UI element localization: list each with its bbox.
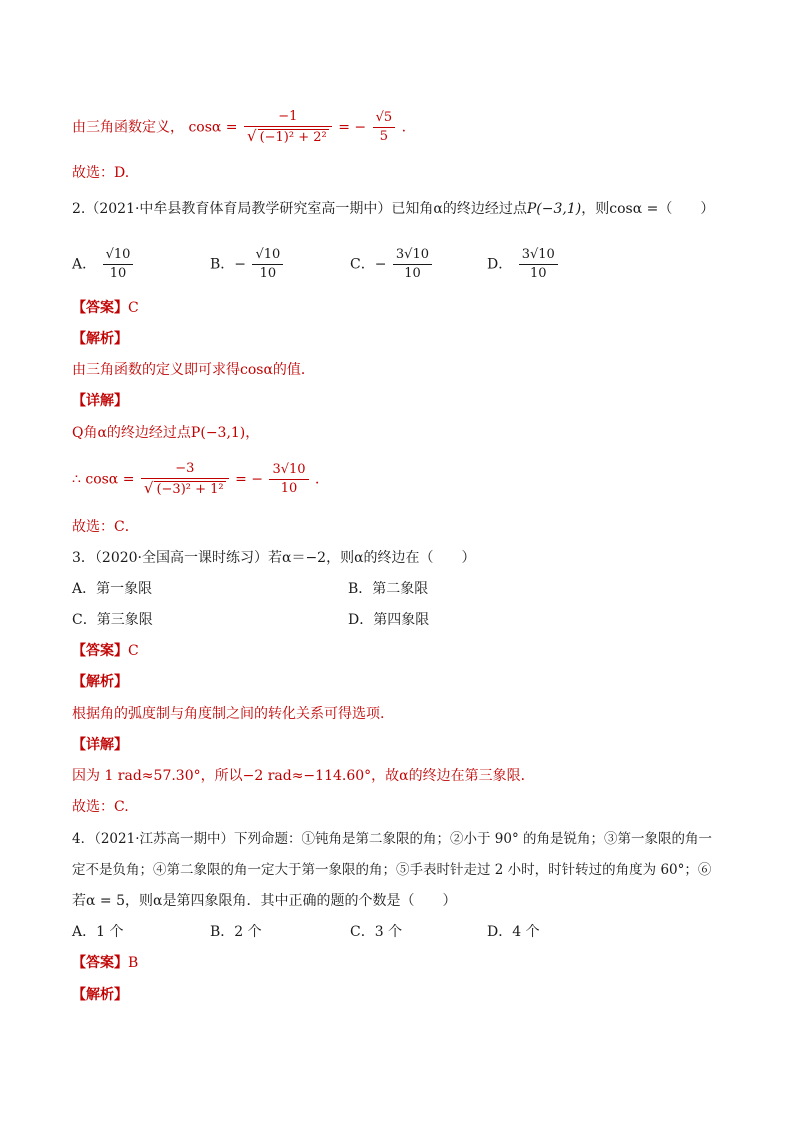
q1-result-num: √5 — [373, 109, 396, 128]
q2-detail-2 — [72, 460, 329, 499]
q2-option-c[interactable] — [350, 246, 434, 283]
q1-frac-num: −1 — [244, 108, 332, 127]
q2-option-den: 10 — [259, 266, 277, 281]
q2-option-b[interactable] — [210, 246, 285, 283]
q3-option-d[interactable]: D．第四象限 — [348, 612, 430, 628]
q2-option-den: 10 — [109, 266, 127, 281]
q2-stem-text: 2.（2021·中牟县教育体育局教学研究室高一期中）已知角α的终边经过点 — [72, 201, 527, 217]
q2-detail-tag: 【详解】 — [72, 393, 128, 409]
q2-option-label: C． — [350, 256, 375, 273]
q2-option-fraction — [519, 246, 558, 283]
q2-option-a[interactable] — [72, 246, 135, 283]
q1-period: . — [401, 119, 407, 136]
q2-detail-1: Q角α的终边经过点P(−3,1)， — [72, 425, 260, 441]
q2-detail-rnum: 3√10 — [269, 461, 308, 480]
q2-analysis: 由三角函数的定义即可求得cosα的值． — [72, 362, 315, 378]
q2-option-label: B． — [210, 256, 235, 273]
q2-stem-tail: ，则cosα =（ ） — [581, 201, 715, 217]
q2-select: 故选：C． — [72, 519, 139, 535]
q1-eq-minus: = − — [338, 119, 367, 136]
q1-result-den: 5 — [379, 129, 388, 144]
q1-frac-den-sqrt: (−1)² + 2² — [259, 130, 327, 145]
q4-option-a[interactable]: A．1 个 — [72, 924, 124, 940]
q1-result-fraction — [373, 109, 396, 146]
q3-option-b[interactable]: B．第二象限 — [348, 581, 429, 597]
q2-point: P(−3,1) — [526, 201, 582, 217]
answer-tag: 【答案】 — [72, 300, 128, 316]
answer-tag: 【答案】 — [72, 643, 128, 659]
q2-option-fraction — [103, 246, 134, 283]
q2-option-sign: − — [234, 256, 247, 273]
q4-option-d[interactable]: D．4 个 — [487, 924, 540, 940]
q3-stem: 3．（2020·全国高一课时练习）若α＝−2，则α的终边在（ ） — [72, 550, 476, 566]
q4-answer — [72, 953, 138, 973]
q3-option-a[interactable]: A．第一象限 — [72, 581, 153, 597]
answer-tag: 【答案】 — [72, 955, 128, 971]
q3-option-c[interactable]: C．第三象限 — [72, 612, 153, 628]
q3-detail: 因为 1 rad≈57.30°，所以−2 rad≈−114.60°，故α的终边在第三象限． — [72, 768, 535, 784]
q1-select: 故选：D. — [72, 165, 130, 181]
q3-select: 故选：C. — [72, 799, 129, 815]
q3-detail-tag: 【详解】 — [72, 737, 128, 753]
q2-detail-eq: = − — [235, 471, 264, 488]
q2-detail-den: √ (−3)² + 1² — [143, 479, 224, 497]
q2-option-label: A． — [72, 256, 97, 273]
q4-option-b[interactable]: B．2 个 — [210, 924, 262, 940]
q4-stem-line-2: 定不是负角；④第二象限的角一定大于第一象限的角；⑤手表时针走过 2 小时，时针转过的角度为 60°；⑥ — [72, 862, 712, 878]
q1-explanation — [72, 108, 406, 147]
q1-cos-alpha: cosα = — [188, 119, 242, 136]
q2-option-num: 3√10 — [519, 246, 558, 265]
q2-option-label: D． — [487, 256, 513, 273]
answer-value: B — [128, 955, 139, 971]
answer-value: C — [128, 643, 139, 659]
q1-explain-prefix: 由三角函数定义， — [72, 119, 184, 136]
q2-option-d[interactable] — [487, 246, 560, 283]
q2-option-sign: − — [374, 256, 387, 273]
q2-option-den: 10 — [404, 266, 421, 281]
q1-frac-den: √ (−1)² + 2² — [247, 127, 327, 145]
q2-detail-result — [269, 461, 308, 498]
q4-stem-line-1: 4．（2021·江苏高一期中）下列命题：①钝角是第二象限的角；②小于 90° 的角是锐角；③第一象限的角一 — [72, 831, 712, 847]
q4-stem-line-3: 若α = 5，则α是第四象限角．其中正确的题的个数是（ ） — [72, 893, 457, 909]
q2-option-num: √10 — [252, 246, 283, 265]
q2-option-num: √10 — [103, 246, 134, 265]
q2-detail-rden: 10 — [280, 481, 298, 496]
q2-answer — [72, 298, 139, 318]
q3-analysis-tag: 【解析】 — [72, 674, 128, 690]
q2-analysis-tag: 【解析】 — [72, 331, 128, 347]
q2-option-den: 10 — [529, 266, 547, 281]
q2-detail-end: ． — [315, 471, 330, 488]
q2-detail-cos: ∴ cosα = — [72, 471, 139, 488]
q3-analysis: 根据角的弧度制与角度制之间的转化关系可得选项. — [72, 706, 385, 722]
q2-option-num: 3√10 — [393, 246, 432, 265]
q2-stem — [72, 199, 714, 219]
q4-option-c[interactable]: C．3 个 — [350, 924, 403, 940]
q4-analysis-tag: 【解析】 — [72, 987, 128, 1003]
q2-option-fraction — [252, 246, 283, 283]
q3-answer — [72, 641, 139, 661]
q2-detail-den-sqrt: (−3)² + 1² — [156, 482, 224, 497]
q1-fraction — [244, 108, 332, 147]
answer-value: C — [128, 300, 139, 316]
q2-option-fraction — [393, 246, 432, 283]
q2-detail-fraction — [141, 460, 229, 499]
q2-detail-num: −3 — [141, 460, 229, 479]
